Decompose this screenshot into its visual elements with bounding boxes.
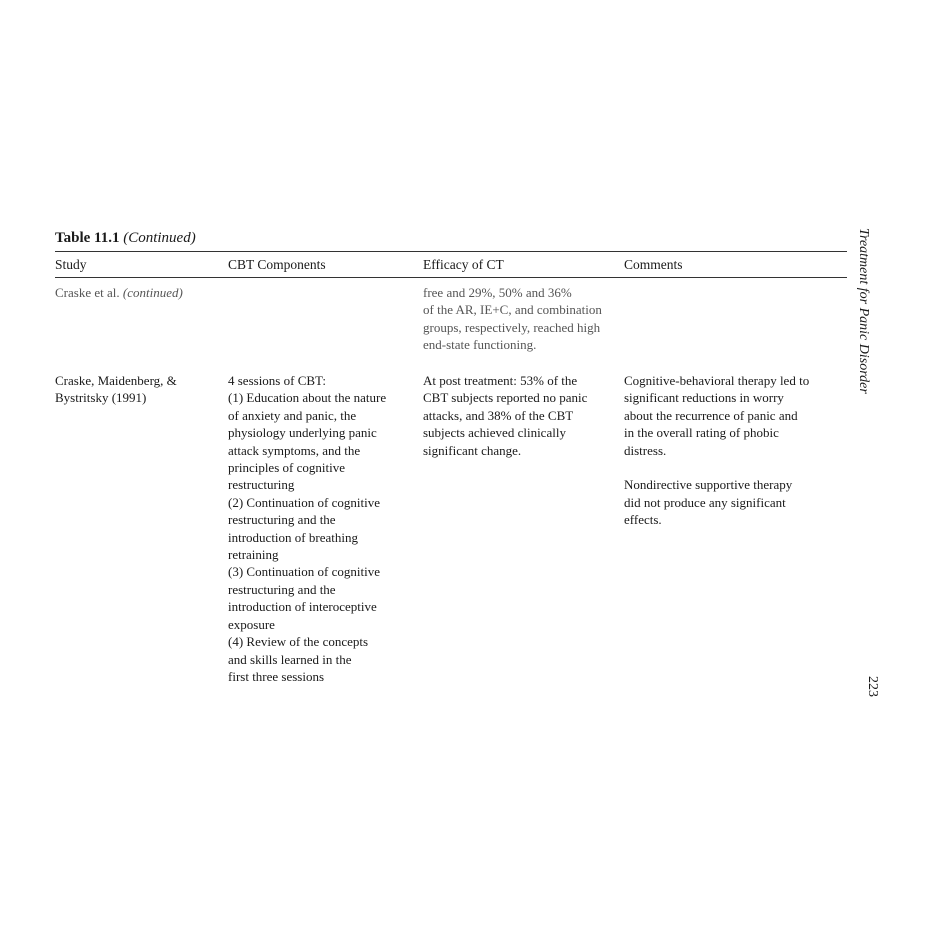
component-line: introduction of interoceptive [228, 599, 377, 615]
component-line: exposure [228, 616, 275, 632]
col-header-study: Study [55, 257, 87, 272]
comment-line: did not produce any significant [624, 494, 786, 510]
row-0-efficacy [423, 284, 602, 354]
page-number: 223 [865, 676, 880, 697]
row-0-efficacy-line: end-state functioning. [423, 337, 537, 353]
row-1-study-line: Bystritsky (1991) [55, 390, 147, 406]
running-head: Treatment for Panic Disorder [856, 228, 871, 394]
table-continued: (Continued) [123, 230, 196, 246]
col-header-efficacy: Efficacy of CT [423, 257, 504, 272]
comment-line: in the overall rating of phobic [624, 425, 779, 441]
comment-line: Cognitive-behavioral therapy led to [624, 373, 810, 388]
component-line: retraining [228, 547, 279, 563]
component-line: (2) Continuation of cognitive [228, 494, 381, 510]
col-header-components: CBT Components [228, 257, 326, 272]
comment-line: Nondirective supportive therapy [624, 477, 793, 493]
component-line: restructuring [228, 477, 295, 493]
component-line: of anxiety and panic, the [228, 407, 357, 423]
comment-line: effects. [624, 512, 662, 528]
efficacy-line: CBT subjects reported no panic [423, 390, 588, 406]
efficacy-line: subjects achieved clinically [423, 425, 566, 441]
component-line: (1) Education about the nature [228, 390, 387, 406]
table-label: Table 11.1 [55, 230, 120, 246]
row-0-study [55, 284, 183, 301]
row-0-efficacy-line: free and 29%, 50% and 36% [423, 285, 572, 300]
efficacy-line: significant change. [423, 442, 522, 458]
row-1-efficacy [423, 372, 587, 459]
component-line: introduction of breathing [228, 529, 358, 545]
efficacy-line: attacks, and 38% of the CBT [423, 407, 574, 423]
row-1-study [55, 372, 177, 407]
table-header-rule [55, 277, 847, 278]
row-0-study-continued: (continued) [122, 285, 183, 300]
row-0-efficacy-line: groups, respectively, reached high [423, 319, 601, 335]
component-line: first three sessions [228, 668, 325, 684]
component-line: restructuring and the [228, 581, 336, 597]
paragraph-gap [624, 459, 809, 476]
comment-line: about the recurrence of panic and [624, 407, 798, 423]
table-top-rule [55, 251, 847, 252]
component-line: (4) Review of the concepts [228, 634, 369, 650]
component-line: restructuring and the [228, 512, 336, 528]
comment-line: distress. [624, 442, 667, 458]
component-line: principles of cognitive [228, 460, 345, 476]
component-line: (3) Continuation of cognitive [228, 564, 381, 580]
component-line: physiology underlying panic [228, 425, 377, 441]
row-0-efficacy-line: of the AR, IE+C, and combination [423, 302, 602, 318]
component-line: 4 sessions of CBT: [228, 373, 326, 388]
col-header-comments: Comments [624, 257, 683, 272]
table-title [55, 229, 196, 247]
component-line: attack symptoms, and the [228, 442, 361, 458]
row-1-components [228, 372, 386, 685]
efficacy-line: At post treatment: 53% of the [423, 373, 578, 388]
row-0-study-text: Craske et al. [55, 285, 120, 300]
row-1-study-line: Craske, Maidenberg, & [55, 373, 177, 388]
component-line: and skills learned in the [228, 651, 352, 667]
row-1-comments [624, 372, 809, 529]
comment-line: significant reductions in worry [624, 390, 784, 406]
